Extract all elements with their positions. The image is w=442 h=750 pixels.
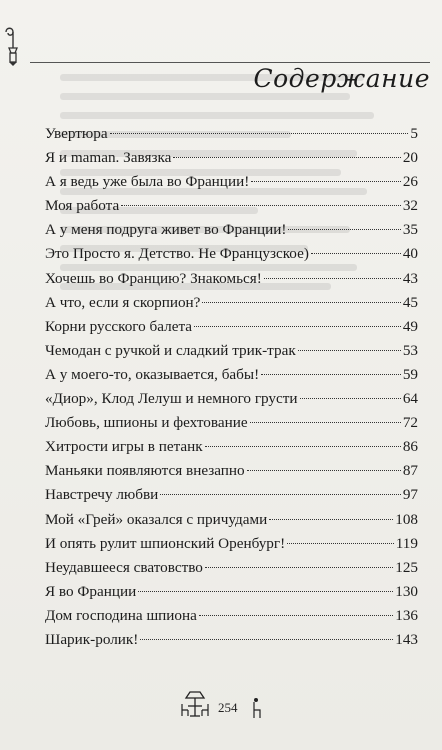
toc-dot-leader	[110, 132, 409, 134]
toc-dot-leader	[160, 493, 401, 495]
toc-entry-title: Увертюра	[45, 125, 108, 142]
toc-entry	[45, 339, 418, 363]
toc-entry-title: Маньяки появляются внезапно	[45, 462, 245, 480]
toc-entry	[45, 387, 418, 411]
toc-entry	[45, 242, 418, 266]
lamp-icon	[2, 26, 32, 76]
toc-entry	[45, 459, 418, 483]
toc-entry-title: А у моего-то, оказывается, бабы!	[45, 365, 260, 383]
toc-entry	[45, 146, 418, 170]
toc-entry	[45, 435, 418, 459]
header-rule	[30, 62, 430, 63]
toc-dot-leader	[247, 469, 401, 471]
toc-entry-title: А я ведь уже была во Франции!	[45, 173, 250, 191]
toc-dot-leader	[300, 397, 401, 399]
toc-entry-page: 87	[402, 462, 418, 480]
toc-entry	[45, 363, 418, 387]
toc-entry-page: 143	[395, 630, 418, 648]
toc-dot-leader	[298, 349, 401, 351]
toc-dot-leader	[205, 566, 393, 568]
toc-dot-leader	[261, 373, 401, 375]
toc-dot-leader	[288, 228, 400, 230]
toc-entry-page: 97	[402, 486, 418, 504]
page-title: Содержание	[253, 64, 430, 93]
toc-entry-title: Корни русского балета	[45, 317, 193, 335]
toc-dot-leader	[194, 325, 401, 327]
toc-entry-title: А что, если я скорпион?	[45, 293, 201, 311]
toc-entry-page: 45	[402, 293, 418, 311]
toc-dot-leader	[250, 421, 401, 423]
toc-entry-title: Дом господина шпиона	[45, 606, 197, 624]
toc-entry-title: Это Просто я. Детство. Не Французское)	[45, 245, 309, 263]
toc-dot-leader	[205, 445, 401, 447]
toc-entry	[45, 628, 418, 652]
toc-entry-title: Моя работа	[45, 197, 120, 215]
toc-entry-page: 35	[402, 221, 418, 239]
page-footer	[170, 684, 280, 724]
toc-dot-leader	[202, 301, 400, 303]
toc-entry-page: 5	[410, 125, 418, 142]
toc-dot-leader	[264, 277, 401, 279]
toc-entry	[45, 315, 418, 339]
toc-entry-page: 130	[395, 582, 418, 600]
toc-entry-page: 32	[402, 197, 418, 215]
toc-entry-page: 125	[395, 558, 418, 576]
toc-entry	[45, 580, 418, 604]
toc-entry-title: Хитрости игры в петанк	[45, 438, 203, 456]
toc-entry-title: «Диор», Клод Лелуш и немного грусти	[45, 390, 298, 408]
toc-entry-page: 72	[402, 414, 418, 432]
toc-entry-page: 119	[395, 534, 418, 552]
toc-entry	[45, 170, 418, 194]
toc-entry-page: 49	[402, 317, 418, 335]
toc-entry	[45, 532, 418, 556]
toc-entry	[45, 483, 418, 507]
toc-entry-page: 40	[402, 245, 418, 263]
page-number: 254	[218, 700, 238, 715]
toc-entry-title: Навстречу любви	[45, 486, 159, 504]
toc-entry-title: Мой «Грей» оказался с причудами	[45, 510, 268, 528]
toc-entry-page: 108	[395, 510, 418, 528]
toc-dot-leader	[173, 156, 400, 158]
toc-entry-title: Я и maman. Завязка	[45, 149, 172, 167]
toc-entry-title: Неудавшееся сватовство	[45, 558, 203, 576]
toc-entry-title: Шарик-ролик!	[45, 630, 139, 648]
toc-entry	[45, 194, 418, 218]
toc-entry-title: А у меня подруга живет во Франции!	[45, 221, 287, 239]
toc-dot-leader	[199, 614, 393, 616]
toc-entry	[45, 556, 418, 580]
toc-dot-leader	[287, 542, 394, 544]
toc-dot-leader	[121, 204, 401, 206]
toc-entry-page: 64	[402, 390, 418, 408]
toc-entry-page: 53	[402, 341, 418, 359]
toc-entry	[45, 267, 418, 291]
toc-dot-leader	[251, 180, 401, 182]
toc-dot-leader	[269, 518, 393, 520]
toc-entry	[45, 411, 418, 435]
toc-entry-title: И опять рулит шпионский Оренбург!	[45, 534, 286, 552]
toc-entry-page: 43	[402, 269, 418, 287]
toc-entry-page: 136	[395, 606, 418, 624]
toc-entry-page: 59	[402, 365, 418, 383]
toc-entry-title: Чемодан с ручкой и сладкий трик-трак	[45, 341, 296, 359]
toc-entry	[45, 604, 418, 628]
toc-dot-leader	[140, 638, 393, 640]
toc-entry	[45, 218, 418, 242]
toc-entry-title: Любовь, шпионы и фехтование	[45, 414, 248, 432]
table-of-contents	[45, 122, 418, 652]
toc-entry-page: 26	[402, 173, 418, 191]
toc-entry-title: Хочешь во Францию? Знакомься!	[45, 269, 262, 287]
toc-entry	[45, 508, 418, 532]
toc-entry	[45, 291, 418, 315]
toc-entry-title: Я во Франции	[45, 582, 137, 600]
toc-entry	[45, 122, 418, 146]
toc-entry-page: 20	[402, 149, 418, 167]
toc-dot-leader	[311, 252, 401, 254]
toc-entry-page: 86	[402, 438, 418, 456]
toc-dot-leader	[138, 590, 393, 592]
